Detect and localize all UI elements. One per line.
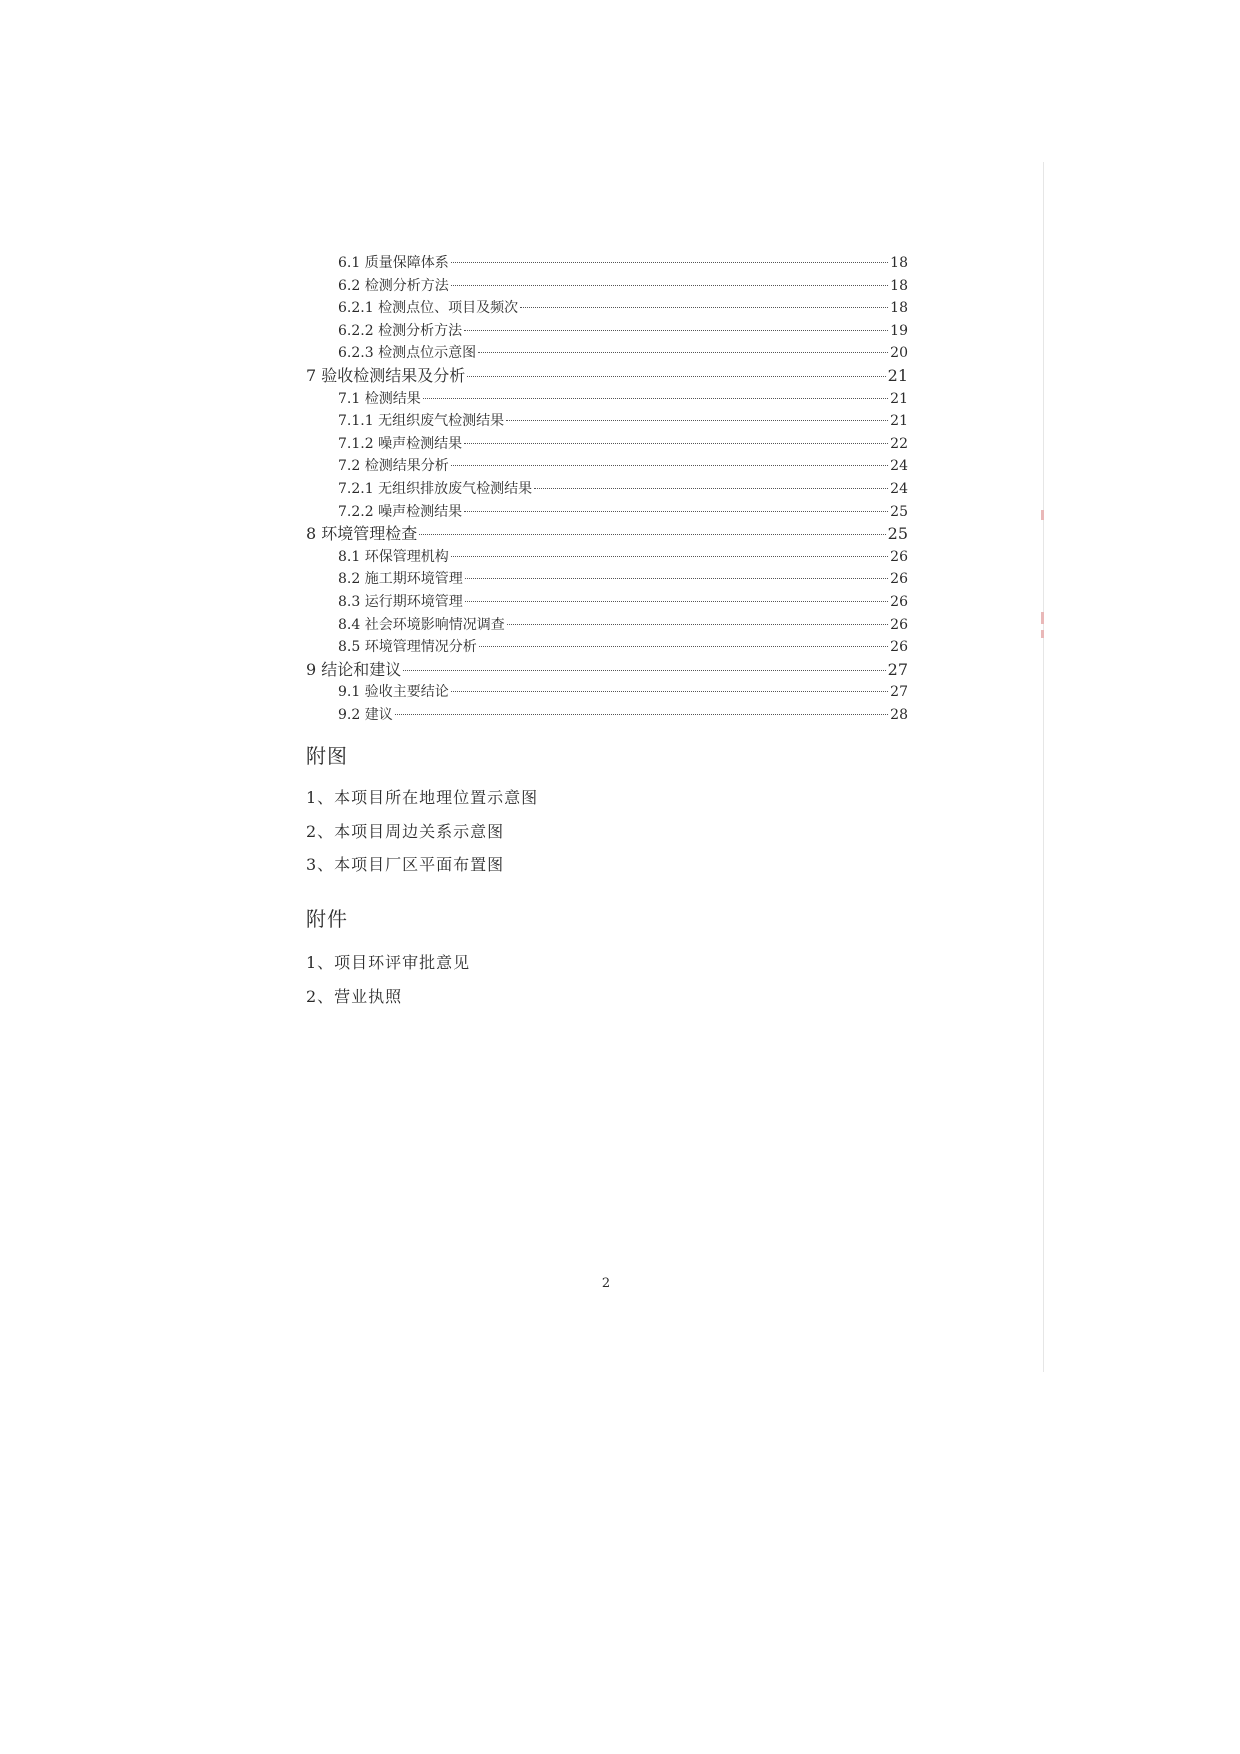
toc-leader-dots (478, 352, 888, 353)
toc-leader-dots (520, 307, 888, 308)
toc-entry[interactable] (306, 275, 908, 298)
toc-leader-dots (423, 398, 888, 399)
toc-entry-title: 8.5 环境管理情况分析 (338, 639, 477, 656)
toc-entry-page: 18 (890, 277, 908, 294)
toc-leader-dots (451, 285, 888, 286)
attachments-section (306, 903, 470, 1013)
toc-entry[interactable] (306, 297, 908, 320)
toc-entry-page: 26 (890, 593, 908, 610)
toc-entry-title: 9.2 建议 (338, 706, 393, 723)
toc-leader-dots (464, 330, 888, 331)
toc-leader-dots (403, 670, 885, 671)
figure-item[interactable]: 2、本项目周边关系示意图 (306, 821, 505, 841)
toc-entry-page: 26 (890, 571, 908, 588)
toc-entry-title: 6.2.3 检测点位示意图 (338, 345, 477, 362)
toc-entry-title: 6.2.2 检测分析方法 (338, 322, 463, 339)
toc-entry-page: 26 (890, 616, 908, 633)
toc-entry-page: 28 (890, 706, 908, 723)
toc-entry[interactable] (306, 568, 908, 591)
toc-leader-dots (465, 601, 888, 602)
attachment-item[interactable]: 2、营业执照 (306, 986, 403, 1006)
toc-entry-title: 7.1.2 噪声检测结果 (338, 435, 463, 452)
toc-entry[interactable] (306, 704, 908, 727)
toc-leader-dots (451, 691, 888, 692)
toc-entry-title: 8 环境管理检查 (306, 524, 418, 544)
toc-entry[interactable] (306, 320, 908, 343)
toc-entry-title: 7.1 检测结果 (338, 390, 421, 407)
toc-entry-page: 26 (890, 639, 908, 656)
toc-leader-dots (479, 646, 888, 647)
scan-edge-mark (1041, 612, 1044, 624)
toc-entry-page: 24 (890, 480, 908, 497)
page-number: 2 (601, 1276, 611, 1291)
toc-entry-page: 20 (890, 345, 908, 362)
toc-entry-title: 6.2.1 检测点位、项目及频次 (338, 300, 519, 317)
toc-entry-page: 21 (890, 413, 908, 430)
toc-chapter-entry[interactable] (306, 659, 908, 682)
toc-entry-page: 25 (890, 503, 908, 520)
toc-leader-dots (464, 511, 888, 512)
toc-entry-title: 6.1 质量保障体系 (338, 255, 449, 271)
toc-entry-page: 18 (890, 255, 908, 271)
toc-entry-title: 8.1 环保管理机构 (338, 548, 449, 565)
toc-entry[interactable] (306, 614, 908, 637)
toc-entry-page: 18 (890, 300, 908, 317)
scan-edge-mark (1041, 510, 1044, 520)
scan-page-edge (1043, 162, 1044, 1372)
toc-entry-page: 27 (887, 659, 908, 679)
toc-entry-title: 9.1 验收主要结论 (338, 684, 449, 701)
toc-entry-page: 27 (890, 684, 908, 701)
toc-entry-page: 26 (890, 548, 908, 565)
toc-entry-title: 6.2 检测分析方法 (338, 277, 449, 294)
toc-entry-page: 21 (890, 390, 908, 407)
toc-entry[interactable] (306, 455, 908, 478)
toc-entry-title: 7.2 检测结果分析 (338, 458, 449, 475)
toc-entry[interactable] (306, 546, 908, 569)
toc-entry[interactable] (306, 342, 908, 365)
toc-entry-page: 22 (890, 435, 908, 452)
toc-leader-dots (451, 465, 888, 466)
toc-entry[interactable] (306, 591, 908, 614)
scan-edge-mark (1041, 630, 1044, 638)
toc-entry-title: 9 结论和建议 (306, 659, 402, 679)
toc-entry-title: 7.1.1 无组织废气检测结果 (338, 413, 505, 430)
attachments-heading: 附件 (306, 907, 348, 931)
table-of-contents (306, 252, 908, 726)
toc-entry-title: 8.2 施工期环境管理 (338, 571, 463, 588)
figures-heading: 附图 (306, 744, 348, 768)
toc-entry-title: 7.2.2 噪声检测结果 (338, 503, 463, 520)
toc-leader-dots (419, 534, 885, 535)
toc-entry-page: 19 (890, 322, 908, 339)
toc-leader-dots (451, 556, 888, 557)
toc-entry-page: 24 (890, 458, 908, 475)
figure-item[interactable]: 1、本项目所在地理位置示意图 (306, 788, 539, 807)
toc-entry[interactable] (306, 252, 908, 275)
toc-leader-dots (534, 488, 888, 489)
figure-item[interactable]: 3、本项目厂区平面布置图 (306, 855, 505, 874)
figures-section (306, 740, 538, 882)
toc-chapter-entry[interactable] (306, 365, 908, 388)
toc-entry-title: 7 验收检测结果及分析 (306, 365, 466, 385)
toc-entry-page: 25 (887, 524, 908, 544)
toc-chapter-entry[interactable] (306, 523, 908, 546)
toc-entry-title: 8.3 运行期环境管理 (338, 593, 463, 610)
toc-leader-dots (506, 420, 888, 421)
toc-leader-dots (451, 262, 888, 263)
toc-leader-dots (395, 714, 888, 715)
attachment-item[interactable]: 1、项目环评审批意见 (306, 953, 471, 972)
toc-entry[interactable] (306, 433, 908, 456)
toc-entry-page: 21 (887, 365, 908, 385)
toc-entry[interactable] (306, 681, 908, 704)
toc-entry[interactable] (306, 501, 908, 524)
toc-entry[interactable] (306, 410, 908, 433)
toc-entry[interactable] (306, 478, 908, 501)
toc-entry-title: 8.4 社会环境影响情况调查 (338, 616, 505, 633)
toc-entry-title: 7.2.1 无组织排放废气检测结果 (338, 480, 533, 497)
toc-leader-dots (467, 376, 885, 377)
toc-entry[interactable] (306, 636, 908, 659)
toc-leader-dots (507, 624, 888, 625)
toc-entry[interactable] (306, 388, 908, 411)
toc-leader-dots (465, 578, 888, 579)
toc-leader-dots (464, 443, 888, 444)
